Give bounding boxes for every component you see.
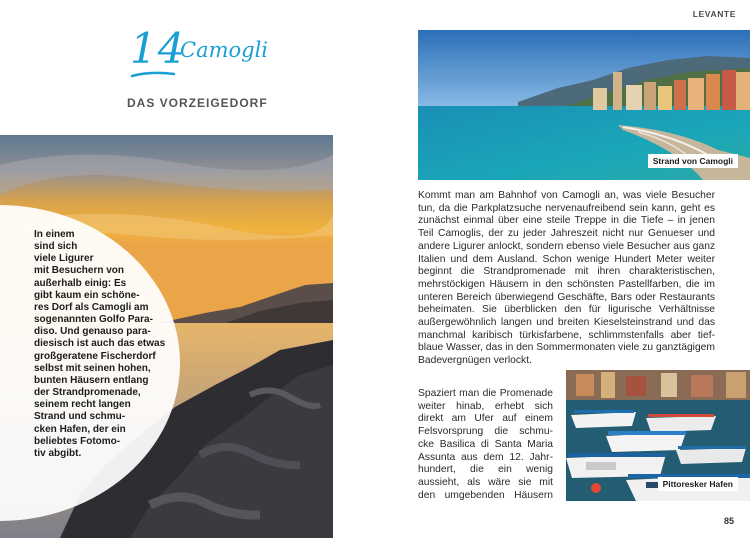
swoosh-underline-icon: [130, 70, 176, 80]
photo-caption-beach: Strand von Camogli: [648, 154, 738, 168]
page-number: 85: [723, 516, 734, 526]
body-paragraph-2: Spaziert man die Promenade weiter hinab, erhebt sich direkt am Ufer auf einem Felsvorsprung die schmu- cke Basilica di Santa Maria Assunta aus dem 12. Jahr- hundert, die ein wenig aussieht, als wäre sie mit den umgebenden Häusern: [418, 388, 553, 501]
chapter-heading: [128, 26, 328, 82]
chapter-number: 14: [130, 24, 186, 73]
chapter-subtitle: DAS VORZEIGEDORF: [127, 96, 268, 110]
section-header: LEVANTE: [692, 9, 736, 19]
intro-text: In einem sind sich viele Ligurer mit Besuchern von außerhalb einig: Es gibt kaum ein schöne- res Dorf als Camogli am sogenannten Golfo Para- diso. Und genauso para- diesisch ist auch das etwas großgeratene Fischerdorf selbst mit seinen hohen, bunten Häusern entlang der Strandpromenade, seinem recht langen Strand und schmu- cken Hafen, der ein beliebtes Fotomo- tiv abgibt.: [34, 229, 166, 459]
chapter-place-name: Camogli: [180, 38, 269, 62]
body-paragraph-1: Kommt man am Bahnhof von Camogli an, was viele Besucher tun, da die Parkplatzsuche nervenaufreibend sein kann, geht es zunächst einmal über eine steile Treppe in die Tiefe – in jenen Teil Camoglis, der zu jeder Jahreszeit nicht nur Genueser und andere Ligurer anlockt, sondern ebenso viele Besucher aus ganz Italien und dem Ausland. Schon wenige Hundert Meter weiter beginnt die Strandpromenade mit ihren charakteristischen, mehrstöckigen Häusern in den schönsten Pastellfarben, die im unteren Bereich überwiegend Geschäfte, Bars oder Restaurants beheimaten. Sie überblicken den für ligurische Verhältnisse außergewöhnlich langen und breiten Kieselsteinstrand und das manchmal karibisch türkisfarbene, schlimmstenfalls aber tief- blaue Wasser, das in den Sommermonaten viele zu ganztägigem Badevergnügen verlockt.: [418, 190, 716, 367]
photo-caption-harbor: Pittoresker Hafen: [658, 477, 738, 491]
